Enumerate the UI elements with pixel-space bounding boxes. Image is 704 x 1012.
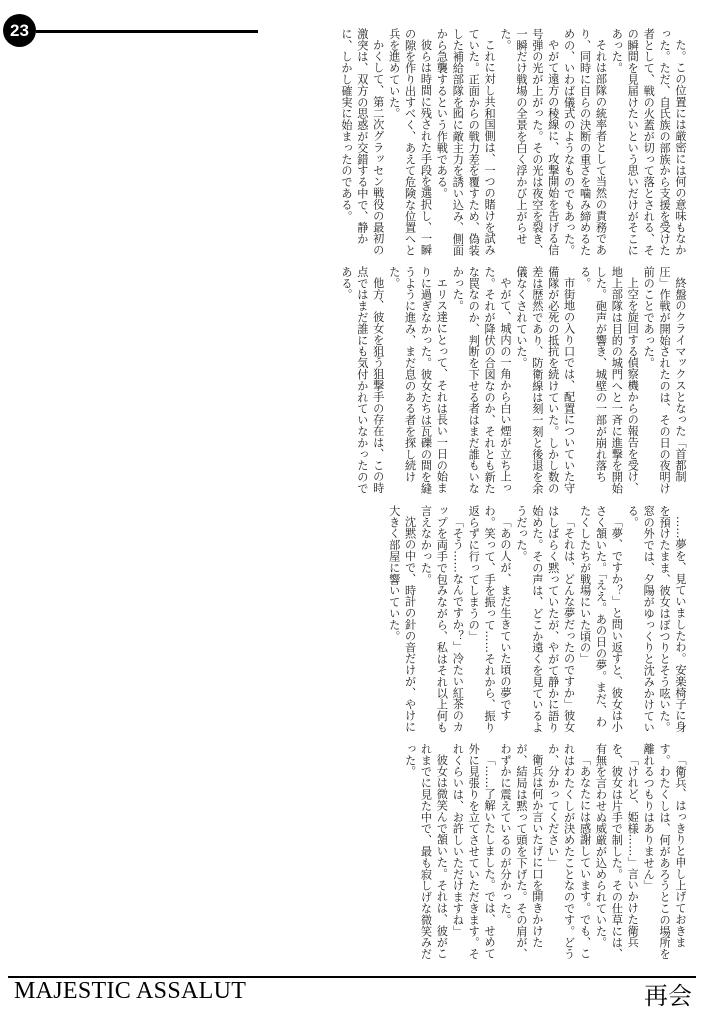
paragraph: 上空を旋回する偵察機からの報告を受け、地上部隊は目的の城門へと一斉に進撃を開始した。砲声が響き、城壁の一部が崩れ落ちる。 <box>578 266 640 494</box>
paragraph: 「……了解いたしました。では、せめて外に見張りを立てさせていただきます。それくらいは、お許しいただけますね」 <box>451 743 497 960</box>
paragraph: 彼らは時間に残された手段を選択し、一瞬の隙を作り出すべく、あえて危険な位置へと兵を進めていた。 <box>387 28 433 256</box>
paragraph: 「それは、どんな夢だったのですか」彼女はしばらく黙っていたが、やがて静かに語り始めた。その声は、どこか遠くを見ているようだった。 <box>514 505 576 733</box>
paragraph: 「衛兵、はっきりと申し上げておきます。わたくしは、何があろうとこの場所を離れるつもりはありません」 <box>642 743 687 960</box>
page-number: 23 <box>3 14 36 47</box>
paragraph: エリス達にとって、それは長い一日の始まりに過ぎなかった。彼女たちは瓦礫の間を縫うように進み、まだ息のある者を探し続けた。 <box>387 266 449 494</box>
chapter-title: 再会 <box>644 982 692 1010</box>
paragraph: た。この位置には厳密には何の意味もなかった。ただ、自氏族の部族から支援を受けた者として、戦の火蓋が切って落とされる、その瞬間を見届けたいという思いだけがそこにあった。 <box>610 28 687 256</box>
paragraph: やがて、城内の一角から白い煙が立ち上った。それが降伏の合図なのか、それとも新たな罠なのか、判断を下せる者はまだ誰もいなかった。 <box>451 266 513 494</box>
paragraph: 「あなたには感謝しています。でも、これはわたくしが決めたことなのです。どうか、分かってください」 <box>546 743 592 960</box>
paragraph: 他方、彼女を狙う狙撃手の存在は、この時点ではまだ誰にも気付かれていなかったのである。 <box>339 266 385 494</box>
paragraph: 彼女は微笑んで頷いた。それは、彼がこれまでに見た中で、最も寂しげな微笑みだった。 <box>403 743 449 960</box>
paragraph: やがて遠方の稜線に、攻撃開始を告げる信号弾の光が上がった。その光は夜空を裂き、一瞬だけ戦場の全景を白く浮かび上がらせた。 <box>499 28 560 256</box>
text-tier-3 <box>34 505 688 737</box>
paragraph: 「あの人が、まだ生きていた頃の夢ですわ。笑って、手を振って……それから、振り返らずに行ってしまうの」 <box>467 505 513 733</box>
text-tier-4 <box>34 743 688 965</box>
paragraph: 終盤のクライマックスとなった「首都制圧」作戦が開始されたのは、その日の夜明け前のことであった。 <box>642 266 687 494</box>
paragraph: 沈黙の中で、時計の針の音だけが、やけに大きく部屋に響いていた。 <box>387 505 417 733</box>
text-tier-1 <box>34 28 688 260</box>
paragraph: ……夢を、見ていましたわ。安楽椅子に身を預けたまま、彼女はぽつりとそう呟いた。窓の外では、夕陽がゆっくりと沈みかけている。 <box>626 505 687 733</box>
paragraph: 「夢、ですか？」と問い返すと、彼女は小さく頷いた。「ええ。あの日の夢。まだ、わたくしたちが戦場にいた頃の」 <box>578 505 624 733</box>
paragraph: それは部隊の統率者として当然の責務であり、同時に自らの決断の重さを噛み締めるための、いわば儀式のようなものでもあった。 <box>562 28 608 256</box>
paragraph: これに対し共和国側は、一つの賭けを試みていた。正面からの戦力差を覆すため、偽装した補給部隊を囮に敵主力を誘い込み、側面から急襲するという作戦である。 <box>435 28 497 256</box>
text-tier-2 <box>34 266 688 498</box>
paragraph: かくして、第二次グラッセン戦役の最初の激突は、双方の思惑が交錯する中で、静かに、しかし確実に始まったのである。 <box>339 28 385 256</box>
paragraph: 衛兵は何か言いたげに口を開きかけたが、結局は黙って頭を下げた。その肩が、わずかに震えているのが分かった。 <box>499 743 544 960</box>
paragraph: 「けれど、姫様……」言いかけた衛兵を、彼女は片手で制した。その仕草には、有無を言わせぬ威厳が込められていた。 <box>594 743 640 960</box>
paragraph: 市街地の入り口では、配置についていた守備隊が必死の抵抗を続けていた。しかし数の差は歴然であり、防衛線は刻一刻と後退を余儀なくされていた。 <box>514 266 576 494</box>
paragraph: 「そう……なんですか？」冷たい紅茶のカップを両手で包みながら、私はそれ以上何も言えなかった。 <box>419 505 465 733</box>
book-title: MAJESTIC ASSALUT <box>14 978 247 1004</box>
